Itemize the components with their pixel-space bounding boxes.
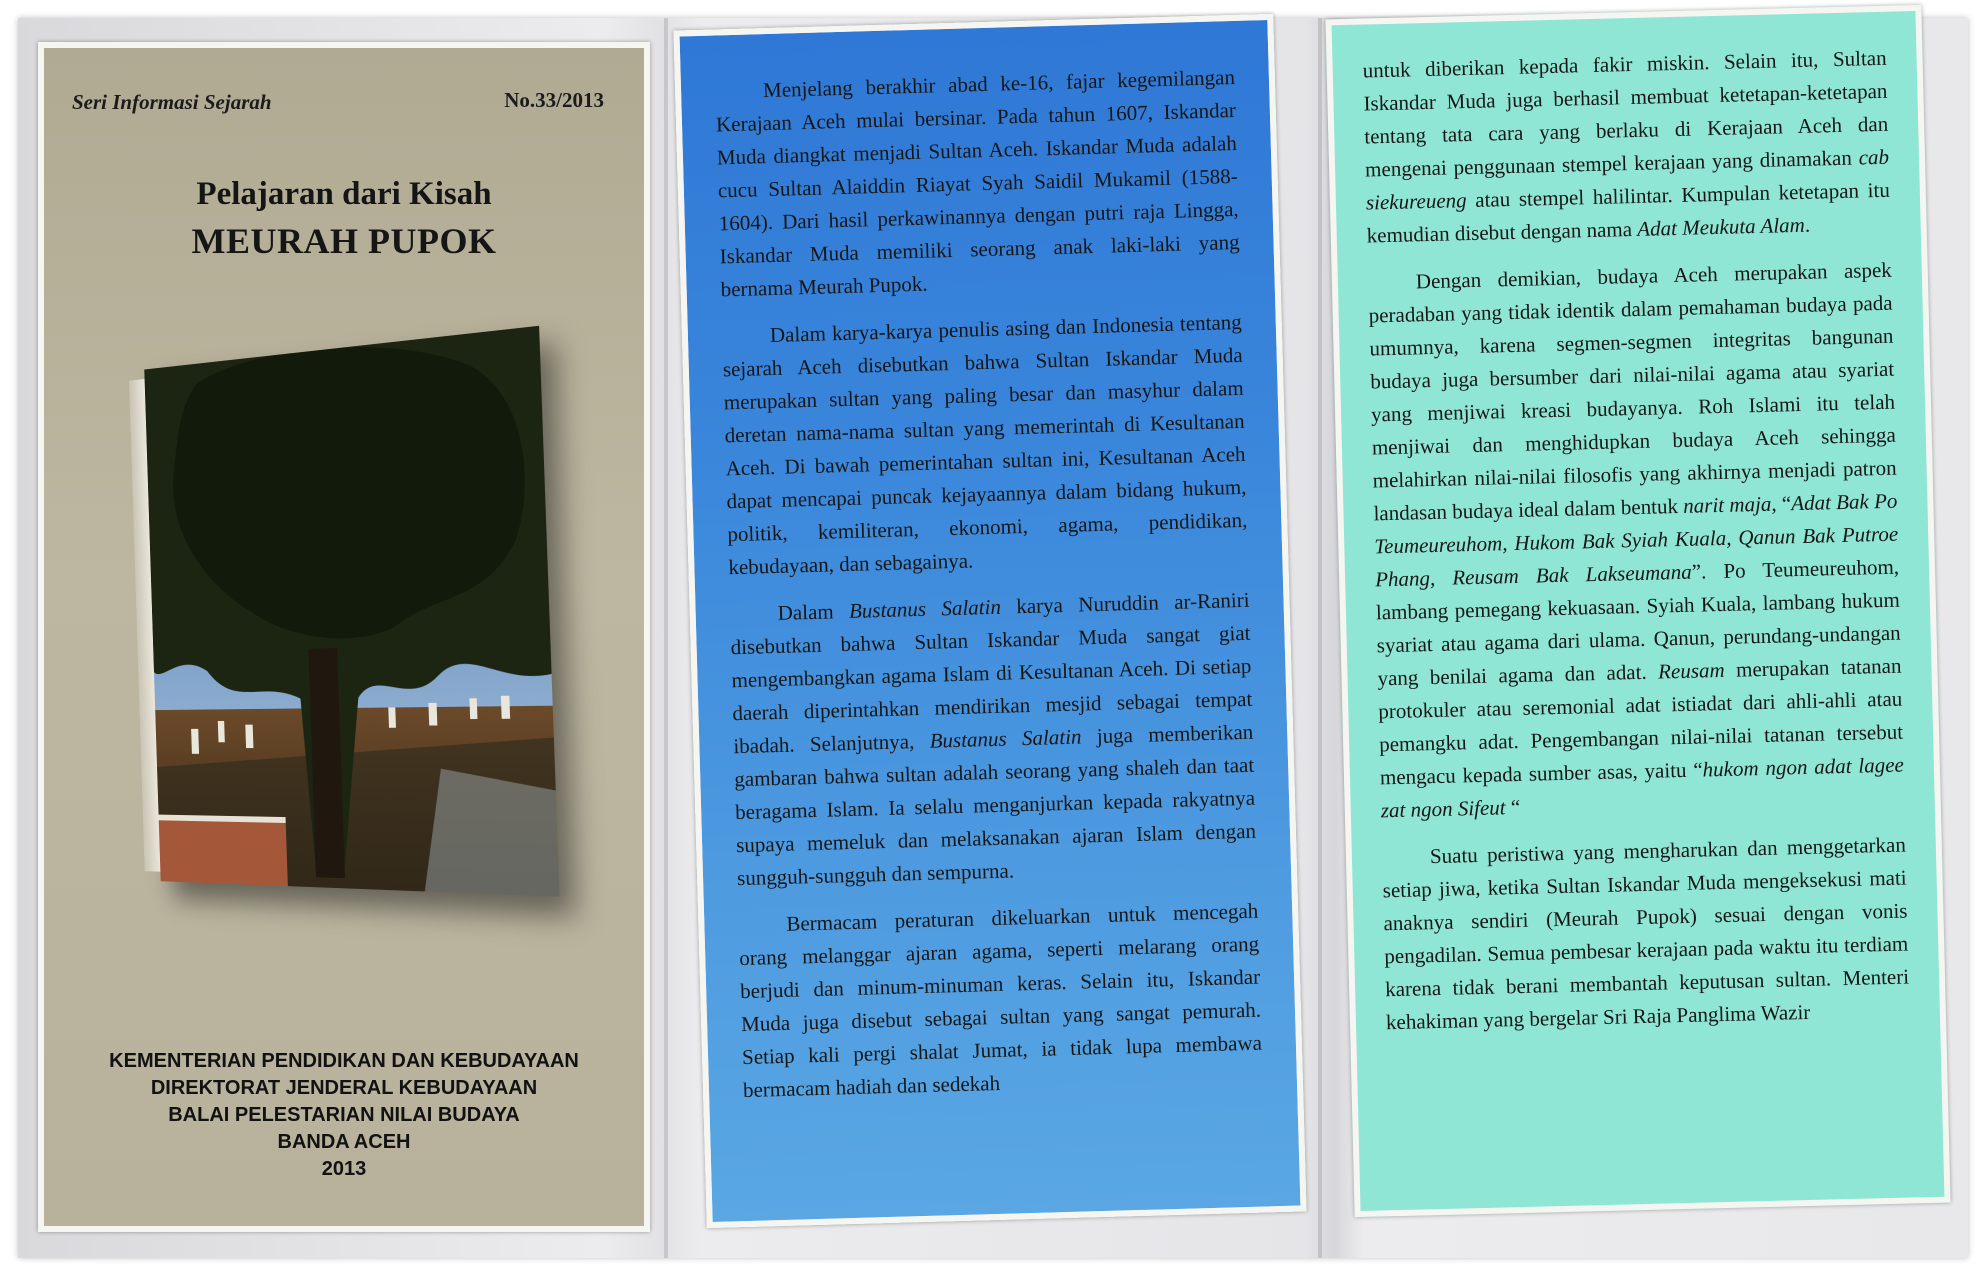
publisher-block — [44, 1048, 644, 1183]
paragraph: Menjelang berakhir abad ke-16, fajar kegemilangan Kerajaan Aceh mulai bersinar. Pada tahun 1607, Iskandar Muda diangkat menjadi Sultan Aceh. Iskandar Muda adalah cucu Sultan Alaiddin Riayat Syah Saidil Mukamil (1588-1604). Dari hasil perkawinannya dengan putri raja Lingga, Iskandar Muda memiliki seorang anak laki-laki yang bernama Meurah Pupok. — [715, 64, 1240, 302]
publisher-line: KEMENTERIAN PENDIDIKAN DAN KEBUDAYAAN — [109, 1050, 579, 1072]
middle-text-panel — [673, 14, 1306, 1228]
italic-term: cab siekureueng — [1365, 144, 1890, 215]
paragraph: Dalam Bustanus Salatin karya Nuruddin ar-Raniri disebutkan bahwa Sultan Iskandar Muda sangat giat mengembangkan agama Islam di Kesultanan Aceh. Di setiap daerah diperintahkan mendirikan mesjid sebagai tempat ibadah. Selanjutnya, Bustanus Salatin juga memberikan gambaran bahwa sultan adalah seorang yang shaleh dan taat beragama Islam. Ia selalu menganjurkan kepada rakyatnya supaya memeluk dan melaksanakan ajaran Islam dengan sungguh-sungguh dan sempurna. — [730, 587, 1257, 891]
cemetery-tree-photo — [144, 326, 559, 897]
cover-panel — [38, 42, 650, 1232]
italic-quote: hukom ngon adat lagee zat ngon Sifeut — [1380, 752, 1905, 823]
paragraph: Suatu peristiwa yang mengharukan dan menggetarkan setiap jiwa, ketika Sultan Iskandar Muda mengeksekusi mati anaknya sendiri (Meurah Pupok) sesuai dengan vonis pengadilan. Semua pembesar kerajaan pada waktu itu terdiam karena tidak berani membantah keputusan sultan. Menteri kehakiman yang bergelar Sri Raja Panglima Wazir — [1382, 832, 1910, 1035]
cover-title-line2: MEURAH PUPOK — [191, 221, 497, 261]
publisher-year: 2013 — [321, 1158, 367, 1180]
series-label: Seri Informasi Sejarah — [72, 90, 272, 114]
issue-number: No.33/2013 — [504, 88, 604, 112]
publisher-line: DIREKTORAT JENDERAL KEBUDAYAAN — [150, 1077, 538, 1099]
paragraph: Dengan demikian, budaya Aceh merupakan aspek peradaban yang tidak identik dalam pemahaman budaya pada umumnya, karena segmen-segmen integritas bangunan budaya juga bersumber dari nilai-nilai agama atau syariat yang menjiwai kreasi budayanya. Roh Islami itu telah menjiwai dan menghidupkan budaya Aceh sehingga melahirkan nilai-nilai filosofis yang akhirnya menjadi patron landasan budaya ideal dalam bentuk narit maja, “Adat Bak Po Teumeureuhom, Hukom Bak Syiah Kuala, Qanun Bak Putroe Phang, Reusam Bak Lakseumana”. Po Teumeureuhom, lambang pemegang kekuasaan. Syiah Kuala, lambang hukum syariat atau agama dari ulama. Qanun, perundang-undangan yang benilai agama dan adat. Reusam merupakan tatanan protokuler atau seremonial adat istiadat dari ahli-ahli atau pemangku adat. Pengembangan nilai-nilai tatanan tersebut mengacu kepada sumber asas, yaitu “hukom ngon adat lagee zat ngon Sifeut “ — [1368, 257, 1905, 823]
paragraph: Dalam karya-karya penulis asing dan Indonesia tentang sejarah Aceh disebutkan bahwa Sultan Iskandar Muda merupakan sultan yang paling besar dan masyhur dalam deretan nama-nama sultan yang memerintah di Kesultanan Aceh. Di bawah pemerintahan sultan ini, Kesultanan Aceh dapat mencapai puncak kejayaannya dalam bidang hukum, politik, kemiliteran, ekonomi, agama, pendidikan, kebudayaan, dan sebagainya. — [722, 309, 1248, 580]
publisher-line: BALAI PELESTARIAN NILAI BUDAYA — [168, 1104, 520, 1126]
italic-term: Adat Meukuta Alam — [1636, 212, 1806, 241]
paragraph: untuk diberikan kepada fakir miskin. Selain itu, Sultan Iskandar Muda juga berhasil membuat ketetapan-ketetapan tentang tata cara yang berlaku di Kerajaan Aceh dan mengenai penggunaan stempel kerajaan yang dinamakan cab siekureueng atau stempel halilintar. Kumpulan ketetapan itu kemudian disebut dengan nama Adat Meukuta Alam. — [1362, 45, 1891, 248]
right-text-panel — [1325, 5, 1950, 1217]
cover-title-line1: Pelajaran dari Kisah — [196, 176, 492, 212]
fold-line — [664, 18, 668, 1258]
paragraph: Bermacam peraturan dikeluarkan untuk mencegah orang melanggar ajaran agama, seperti melarang orang berjudi dan minum-minuman keras. Selain itu, Iskandar Muda juga disebut sebagai sultan yang sangat pemurah. Setiap kali pergi shalat Jumat, ia tidak lupa membawa bermacam hadiah dan sedekah — [738, 898, 1263, 1103]
book-title: Bustanus Salatin — [929, 724, 1082, 753]
italic-quote: Adat Bak Po Teumeureuhom, Hukom Bak Syiah Kuala, Qanun Bak Putroe Phang, Reusam Bak Lakseumana — [1374, 488, 1899, 592]
book-title: Bustanus Salatin — [848, 594, 1002, 623]
publisher-line: BANDA ACEH — [277, 1131, 411, 1153]
fold-line — [1318, 18, 1322, 1258]
italic-term: Reusam — [1657, 657, 1725, 684]
cover-photo — [144, 326, 559, 897]
italic-term: narit maja — [1682, 491, 1772, 518]
